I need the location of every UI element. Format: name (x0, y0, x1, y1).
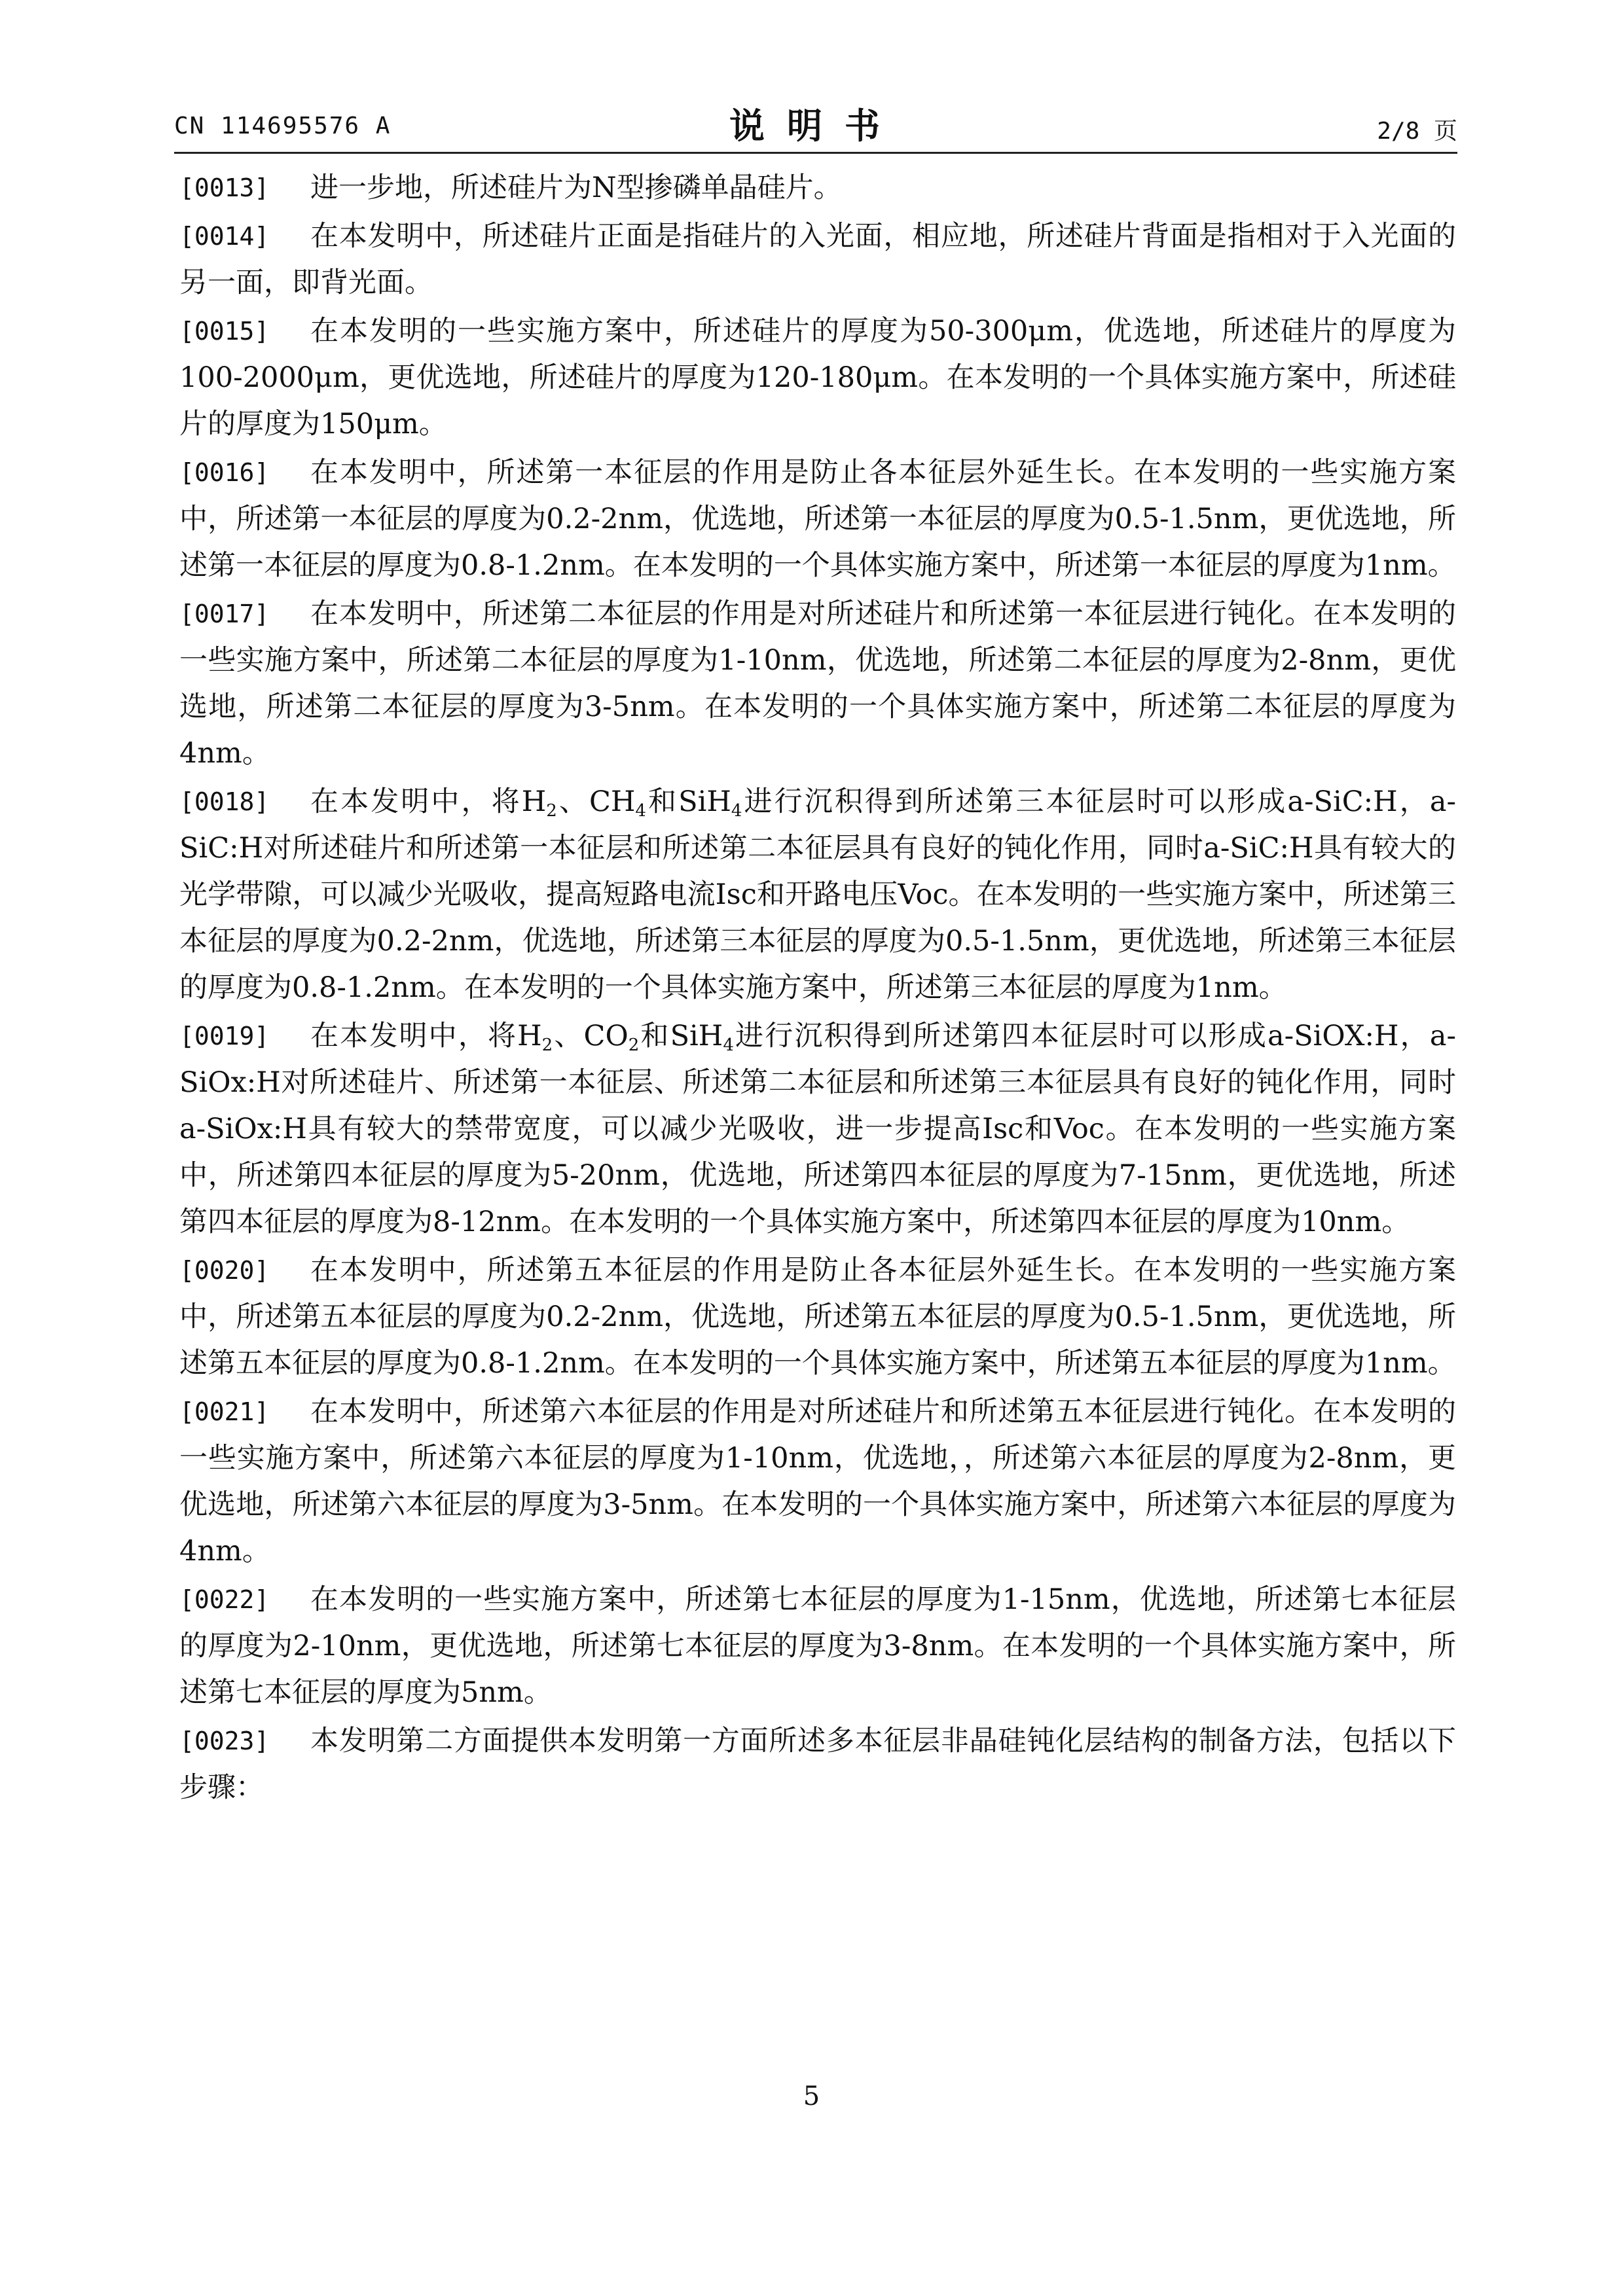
paragraph-text: 在本发明中，所述第六本征层的作用是对所述硅片和所述第五本征层进行钝化。在本发明的一些实施方案中，所述第六本征层的厚度为1-10nm，优选地，，所述第六本征层的厚度为2-8nm，更优选地，所述第六本征层的厚度为3-5nm。在本发明的一个具体实施方案中，所述第六本征层的厚度为4nm。 (179, 1395, 1456, 1568)
text-run: 、CO (553, 1020, 629, 1052)
subscript: 4 (635, 801, 646, 821)
page-header (174, 98, 1457, 151)
paragraph-number: [0020] (179, 1256, 270, 1285)
paragraph-number: [0021] (179, 1397, 270, 1426)
paragraph-text (179, 1020, 1456, 1238)
paragraph-number: [0022] (179, 1585, 270, 1614)
paragraph-number: [0023] (179, 1727, 270, 1755)
paragraph-text: 进一步地，所述硅片为N型掺磷单晶硅片。 (310, 171, 842, 204)
text-run: 和SiH (639, 1020, 723, 1052)
paragraph-text: 在本发明中，所述硅片正面是指硅片的入光面，相应地，所述硅片背面是指相对于入光面的另一面，即背光面。 (179, 220, 1456, 299)
paragraph-number: [0016] (179, 458, 270, 487)
paragraph (179, 308, 1456, 448)
document-title: 说明书 (729, 105, 902, 147)
paragraph (179, 1577, 1456, 1716)
paragraph (179, 1247, 1456, 1387)
paragraph-text: 在本发明的一些实施方案中，所述硅片的厚度为50-300μm，优选地，所述硅片的厚度为100-2000μm，更优选地，所述硅片的厚度为120-180μm。在本发明的一个具体实施方案中，所述硅片的厚度为150μm。 (179, 315, 1456, 440)
paragraph (179, 779, 1456, 1011)
text-run: 在本发明中，将H (310, 1020, 542, 1052)
paragraph-text: 在本发明中，所述第五本征层的作用是防止各本征层外延生长。在本发明的一些实施方案中，所述第五本征层的厚度为0.2-2nm，优选地，所述第五本征层的厚度为0.5-1.5nm，更优选地，所述第五本征层的厚度为0.8-1.2nm。在本发明的一个具体实施方案中，所述第五本征层的厚度为1nm。 (179, 1254, 1456, 1380)
paragraph-number: [0015] (179, 317, 270, 346)
header-rule (174, 152, 1457, 154)
publication-number: CN 114695576 A (174, 113, 392, 139)
subscript: 2 (546, 801, 557, 821)
subscript: 4 (723, 1035, 734, 1055)
paragraph-text: 本发明第二方面提供本发明第一方面所述多本征层非晶硅钝化层结构的制备方法，包括以下步骤： (179, 1725, 1456, 1804)
subscript: 4 (731, 801, 742, 821)
paragraph-number: [0013] (179, 173, 270, 202)
paragraph (179, 213, 1456, 306)
text-run: 进行沉积得到所述第四本征层时可以形成a-SiOX:H，a-SiOx:H对所述硅片、所述第一本征层、所述第二本征层和所述第三本征层具有良好的钝化作用，同时a-SiOx:H具有较大的禁带宽度，可以减少光吸收，进一步提高Isc和Voc。在本发明的一些实施方案中，所述第四本征层的厚度为5-20nm，优选地，所述第四本征层的厚度为7-15nm，更优选地，所述第四本征层的厚度为8-12nm。在本发明的一个具体实施方案中，所述第四本征层的厚度为10nm。 (179, 1020, 1457, 1238)
paragraph-number: [0018] (179, 787, 270, 816)
paragraph-number: [0017] (179, 600, 270, 628)
paragraph (179, 450, 1456, 589)
paragraph-number: [0014] (179, 222, 270, 251)
document-body (179, 165, 1456, 1813)
paragraph (179, 591, 1456, 777)
text-run: 和SiH (646, 785, 731, 818)
paragraph (179, 165, 1456, 211)
paragraph (179, 1718, 1456, 1811)
subscript: 2 (541, 1035, 553, 1055)
page-number: 5 (803, 2081, 820, 2111)
paragraph-text (179, 785, 1456, 1004)
paragraph-number: [0019] (179, 1022, 270, 1050)
paragraph (179, 1013, 1456, 1246)
text-run: 进行沉积得到所述第三本征层时可以形成a-SiC:H，a-SiC:H对所述硅片和所述第一本征层和所述第二本征层具有良好的钝化作用，同时a-SiC:H具有较大的光学带隙，可以减少光吸收，提高短路电流Isc和开路电压Voc。在本发明的一些实施方案中，所述第三本征层的厚度为0.2-2nm，优选地，所述第三本征层的厚度为0.5-1.5nm，更优选地，所述第三本征层的厚度为0.8-1.2nm。在本发明的一个具体实施方案中，所述第三本征层的厚度为1nm。 (179, 785, 1456, 1004)
paragraph (179, 1389, 1456, 1575)
page-indicator: 2/8 页 (1377, 118, 1457, 145)
paragraph-text: 在本发明中，所述第一本征层的作用是防止各本征层外延生长。在本发明的一些实施方案中，所述第一本征层的厚度为0.2-2nm，优选地，所述第一本征层的厚度为0.5-1.5nm，更优选地，所述第一本征层的厚度为0.8-1.2nm。在本发明的一个具体实施方案中，所述第一本征层的厚度为1nm。 (179, 456, 1456, 582)
paragraph-text: 在本发明中，所述第二本征层的作用是对所述硅片和所述第一本征层进行钝化。在本发明的一些实施方案中，所述第二本征层的厚度为1-10nm，优选地，所述第二本征层的厚度为2-8nm，更优选地，所述第二本征层的厚度为3-5nm。在本发明的一个具体实施方案中，所述第二本征层的厚度为4nm。 (179, 598, 1456, 770)
subscript: 2 (628, 1035, 640, 1055)
paragraph-text: 在本发明的一些实施方案中，所述第七本征层的厚度为1-15nm，优选地，所述第七本征层的厚度为2-10nm，更优选地，所述第七本征层的厚度为3-8nm。在本发明的一个具体实施方案中，所述第七本征层的厚度为5nm。 (179, 1583, 1456, 1709)
text-run: 在本发明中，将H (310, 785, 547, 818)
text-run: 、CH (556, 785, 636, 818)
